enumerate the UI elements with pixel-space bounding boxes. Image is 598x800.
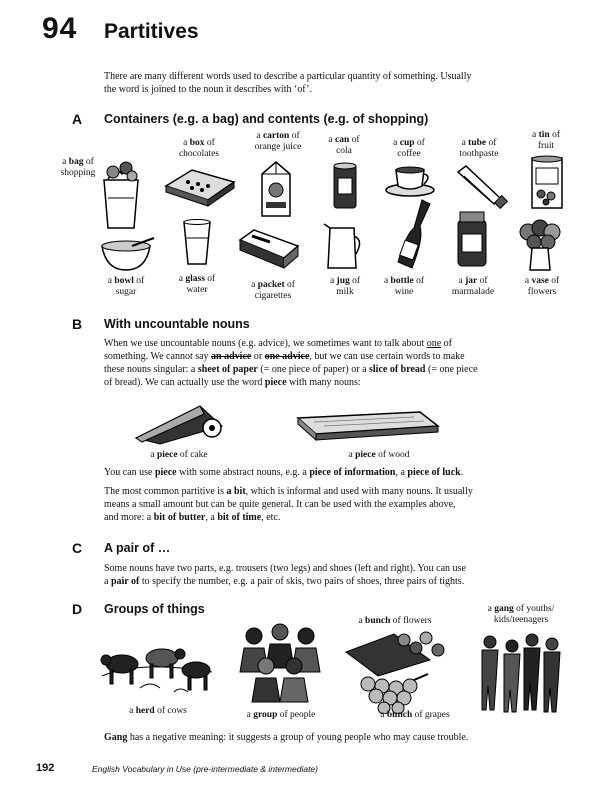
shopping-bag-icon [98,158,144,230]
caption-cup: a cup of coffee [393,138,425,159]
caption-jar: a jar of marmalade [451,276,495,297]
water-glass-icon [180,218,214,268]
milk-jug-icon [320,222,366,272]
wine-bottle-icon [390,196,434,276]
gang-of-youths-icon [476,630,566,714]
marmalade-jar-icon [454,210,490,270]
group-of-people-icon [232,620,328,706]
toothpaste-tube-icon [454,164,514,210]
cigarette-packet-icon [236,226,302,274]
sugar-bowl-icon [98,236,158,274]
caption-bowl: a bowl of sugar [107,276,145,297]
intro-text [104,70,574,96]
chocolate-box-icon [162,164,238,208]
section-b-paragraph: When we use uncountable nouns (e.g. advice), we sometimes want to talk about one of something. We cannot say an advice or one advice, but we can use certain words to make these nouns singular: a sheet of paper (= one piece of paper) or a slice of bread (= one piece of bread). We can actually use the word piece with many nouns: [104,338,478,388]
cola-can-icon [330,160,360,212]
section-c-title: A pair of … [104,541,171,555]
cake-slice-icon [130,398,230,446]
caption-jug: a jug of milk [329,276,361,297]
fruit-tin-icon [528,154,568,212]
caption-piece-of-cake: a piece of cake [150,450,208,460]
caption-group-of-people: a group of people [246,710,316,720]
caption-carton: a carton of orange juice [254,131,302,152]
section-b-letter: B [72,316,83,332]
gang-note: Gang has a negative meaning: it suggests a group of young people who may cause trouble. [104,732,469,743]
unit-title: Partitives [104,20,199,43]
unit-number: 94 [42,12,78,45]
caption-piece-of-wood: a piece of wood [348,450,410,460]
caption-bottle: a bottle of wine [383,276,425,297]
caption-gang: a gang of youths/ kids/teenagers [487,604,555,625]
caption-bag: a bag of shopping [60,157,96,178]
section-a-title: Containers (e.g. a bag) and contents (e.g. of shopping) [104,112,429,126]
wood-plank-icon [294,408,444,444]
caption-tin: a tin of fruit [532,130,560,151]
section-a-letter: A [72,111,83,127]
cow-herd-icon [100,630,216,702]
intro-line: the word is joined to the noun it describes with ‘of’. [104,84,313,95]
page-number: 192 [36,762,55,774]
caption-tube: a tube of toothpaste [459,138,499,159]
section-c-letter: C [72,540,83,556]
flower-vase-icon [514,218,566,274]
caption-can: a can of cola [328,135,360,156]
section-d-letter: D [72,601,83,617]
section-b-a-bit: The most common partitive is a bit, which is informal and used with many nouns. It usually means a small amount but can be quite general. It can be used with the examples above, and more: a bit of butter, a bit of time, etc. [104,486,473,523]
section-c-paragraph: Some nouns have two parts, e.g. trousers (two legs) and shoes (left and right). You can use a pair of to specify the number, e.g. a pair of skis, two pairs of shoes, three pairs of tights. [104,563,466,587]
section-b-abstract-nouns: You can use piece with some abstract nouns, e.g. a piece of information, a piece of luck. [104,467,464,478]
caption-glass: a glass of water [178,274,216,295]
section-d-title: Groups of things [104,602,205,616]
intro-line: There are many different words used to describe a particular quantity of something. Usually [104,71,472,82]
section-b-title: With uncountable nouns [104,317,250,331]
caption-bunch-of-flowers: a bunch of flowers [358,616,432,626]
flowers-and-grapes-icon [338,630,456,714]
coffee-cup-icon [384,164,440,198]
caption-box: a box of chocolates [178,138,220,159]
caption-bunch-of-grapes: a bunch of grapes [380,710,450,720]
caption-herd-of-cows: a herd of cows [129,706,187,716]
caption-vase: a vase of flowers [524,276,560,297]
caption-packet: a packet of cigarettes [251,280,295,301]
book-title: English Vocabulary in Use (pre-intermediate & intermediate) [92,764,318,774]
juice-carton-icon [256,158,298,220]
